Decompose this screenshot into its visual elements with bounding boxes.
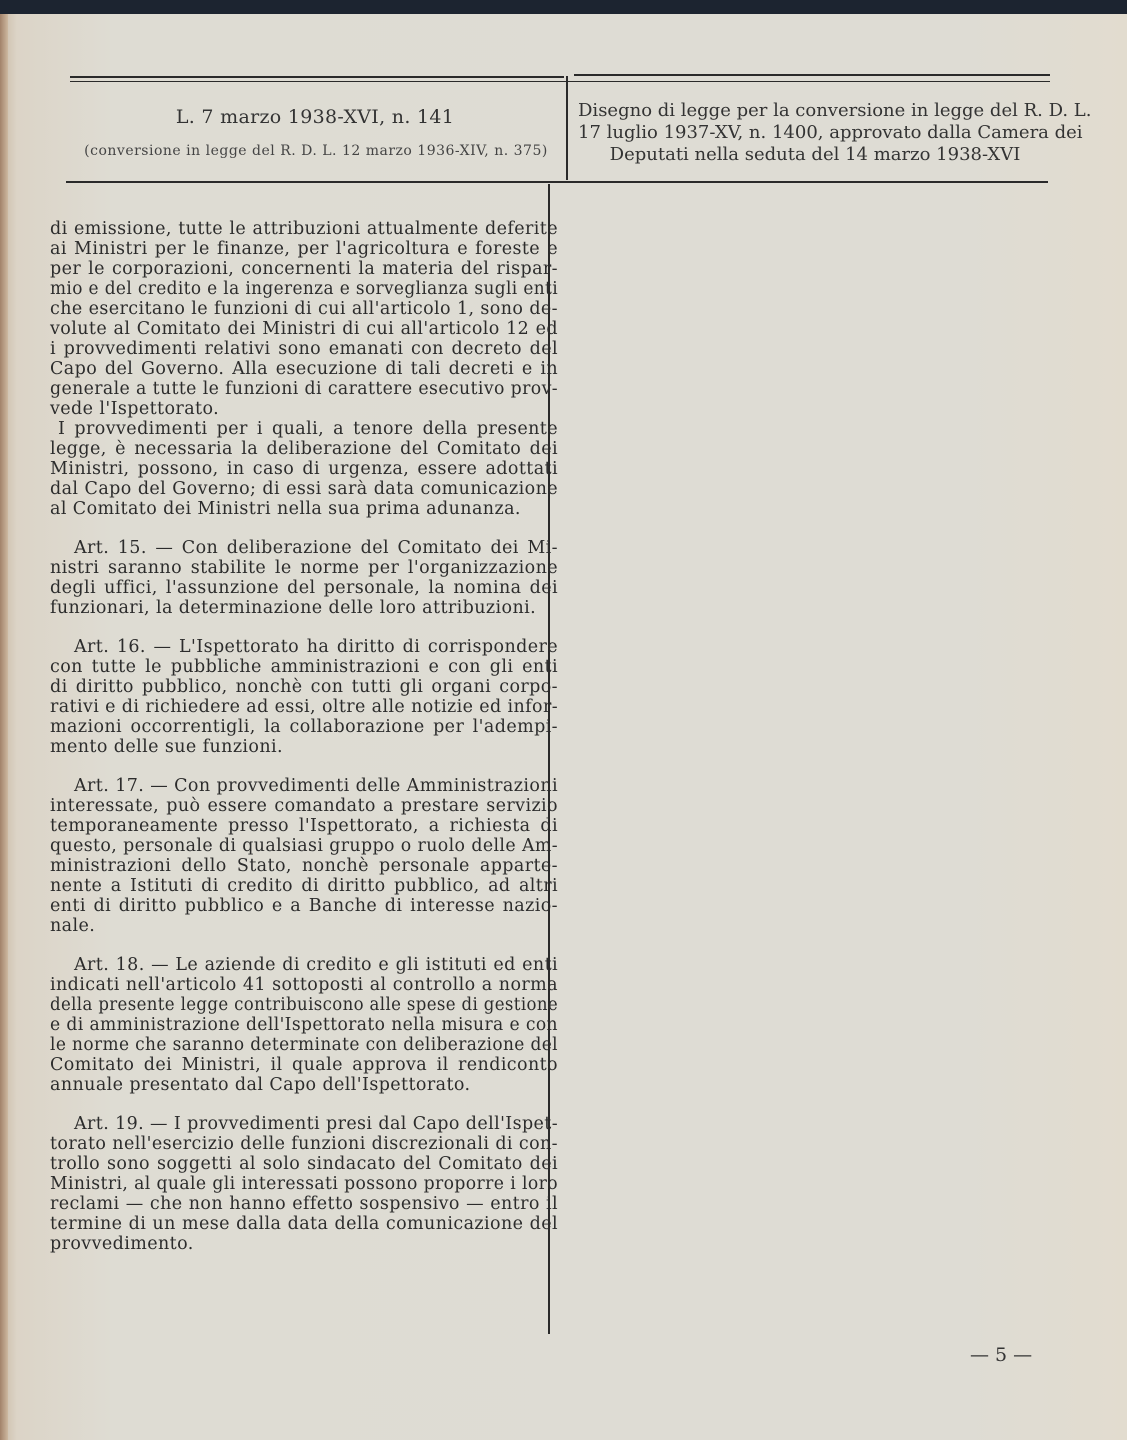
body-text-line: annuale presentato dal Capo dell'Ispettorato.: [50, 1075, 471, 1095]
bill-description: [578, 100, 1092, 166]
body-text-line: enti di diritto pubblico e a Banche di interesse nazio-: [50, 896, 558, 916]
law-subtitle: (conversione in legge del R. D. L. 12 marzo 1936-XIV, n. 375): [84, 143, 548, 159]
body-text-line: degli uffici, l'assunzione del personale, la nomina dei: [50, 578, 558, 598]
page-spine-edge: [0, 14, 8, 1440]
body-text-line: termine di un mese dalla data della comunicazione del: [50, 1214, 558, 1234]
header-top-rule-left: [70, 76, 564, 78]
body-text-line: ministrazioni dello Stato, nonchè personale apparte-: [50, 856, 558, 876]
body-text-line: nente a Istituti di credito di diritto pubblico, ad altri: [50, 876, 558, 896]
body-text-line: Ministri, al quale gli interessati possono proporre i loro: [50, 1174, 558, 1194]
body-text-line: mio e del credito e la ingerenza e sorveglianza sugli enti: [50, 279, 558, 299]
body-text-line: e di amministrazione dell'Ispettorato nella misura e con: [50, 1015, 558, 1035]
body-text-line: Art. 18. — Le aziende di credito e gli istituti ed enti: [74, 955, 558, 975]
body-text-line: Capo del Governo. Alla esecuzione di tali decreti e in: [50, 359, 558, 379]
body-text-line: Ministri, possono, in caso di urgenza, essere adottati: [50, 459, 558, 479]
body-text-line: nistri saranno stabilite le norme per l'organizzazione: [50, 558, 558, 578]
body-text-line: funzionari, la determinazione delle loro attribuzioni.: [50, 598, 537, 618]
bill-description-line: Deputati nella seduta del 14 marzo 1938-XVI: [609, 144, 1021, 165]
body-text-line: della presente legge contribuiscono alle spese di gestione: [50, 995, 558, 1015]
header-top-rule-thin: [70, 81, 1050, 82]
body-text-line: le norme che saranno determinate con deliberazione del: [50, 1035, 558, 1055]
body-text-line: Comitato dei Ministri, il quale approva il rendiconto: [50, 1055, 558, 1075]
body-text-line: reclami — che non hanno effetto sospensivo — entro il: [50, 1194, 558, 1214]
body-text-line: i provvedimenti relativi sono emanati con decreto del: [50, 339, 558, 359]
header-top-rule-right: [574, 74, 1050, 76]
header-bottom-rule: [66, 181, 1048, 183]
body-text-line: Art. 19. — I provvedimenti presi dal Capo dell'Ispet-: [74, 1114, 558, 1134]
body-text-line: con tutte le pubbliche amministrazioni e con gli enti: [50, 657, 558, 677]
bill-description-line: 17 luglio 1937-XV, n. 1400, approvato dalla Camera dei: [578, 122, 1083, 143]
bill-description-line: Disegno di legge per la conversione in legge del R. D. L.: [578, 100, 1092, 121]
body-text-line: Art. 15. — Con deliberazione del Comitato dei Mi-: [74, 538, 558, 558]
body-text-line: questo, personale di qualsiasi gruppo o ruolo delle Am-: [50, 836, 558, 856]
body-text-line: che esercitano le funzioni di cui all'articolo 1, sono de-: [50, 299, 558, 319]
body-text-line: generale a tutte le funzioni di carattere esecutivo prov-: [50, 379, 558, 399]
body-text-line: I provvedimenti per i quali, a tenore della presente: [58, 419, 558, 439]
body-text-line: di diritto pubblico, nonchè con tutti gli organi corpo-: [50, 677, 558, 697]
body-text-line: di emissione, tutte le attribuzioni attualmente deferite: [50, 219, 558, 239]
body-text-line: dal Capo del Governo; di essi sarà data comunicazione: [50, 479, 558, 499]
body-text-line: Art. 17. — Con provvedimenti delle Amministrazioni: [74, 776, 558, 796]
body-text-line: volute al Comitato dei Ministri di cui all'articolo 12 ed: [50, 319, 558, 339]
body-text-line: torato nell'esercizio delle funzioni discrezionali di con-: [50, 1134, 558, 1154]
body-text-line: mento delle sue funzioni.: [50, 737, 283, 757]
body-text-line: mazioni occorrentigli, la collaborazione per l'adempi-: [50, 717, 558, 737]
document-page: [0, 14, 1127, 1440]
law-title: L. 7 marzo 1938-XVI, n. 141: [175, 106, 455, 128]
body-text-line: legge, è necessaria la deliberazione del Comitato dei: [50, 439, 558, 459]
body-text-line: trollo sono soggetti al solo sindacato del Comitato dei: [50, 1154, 558, 1174]
body-text-line: temporaneamente presso l'Ispettorato, a richiesta di: [50, 816, 558, 836]
body-text-line: rativi e di richiedere ad essi, oltre alle notizie ed infor-: [50, 697, 558, 717]
body-text-line: ai Ministri per le finanze, per l'agricoltura e foreste e: [50, 239, 558, 259]
body-text-line: per le corporazioni, concernenti la materia del rispar-: [50, 259, 558, 279]
page-number: — 5 —: [970, 1344, 1033, 1366]
body-text-line: Art. 16. — L'Ispettorato ha diritto di corrispondere: [74, 637, 558, 657]
body-text-line: nale.: [50, 916, 96, 936]
body-text-line: al Comitato dei Ministri nella sua prima adunanza.: [50, 499, 521, 519]
column-divider-header: [566, 76, 568, 180]
body-text-line: interessate, può essere comandato a prestare servizio: [50, 796, 558, 816]
body-text-line: provvedimento.: [50, 1234, 194, 1254]
body-text-line: indicati nell'articolo 41 sottoposti al controllo a norma: [50, 975, 558, 995]
body-text-line: vede l'Ispettorato.: [50, 399, 220, 419]
